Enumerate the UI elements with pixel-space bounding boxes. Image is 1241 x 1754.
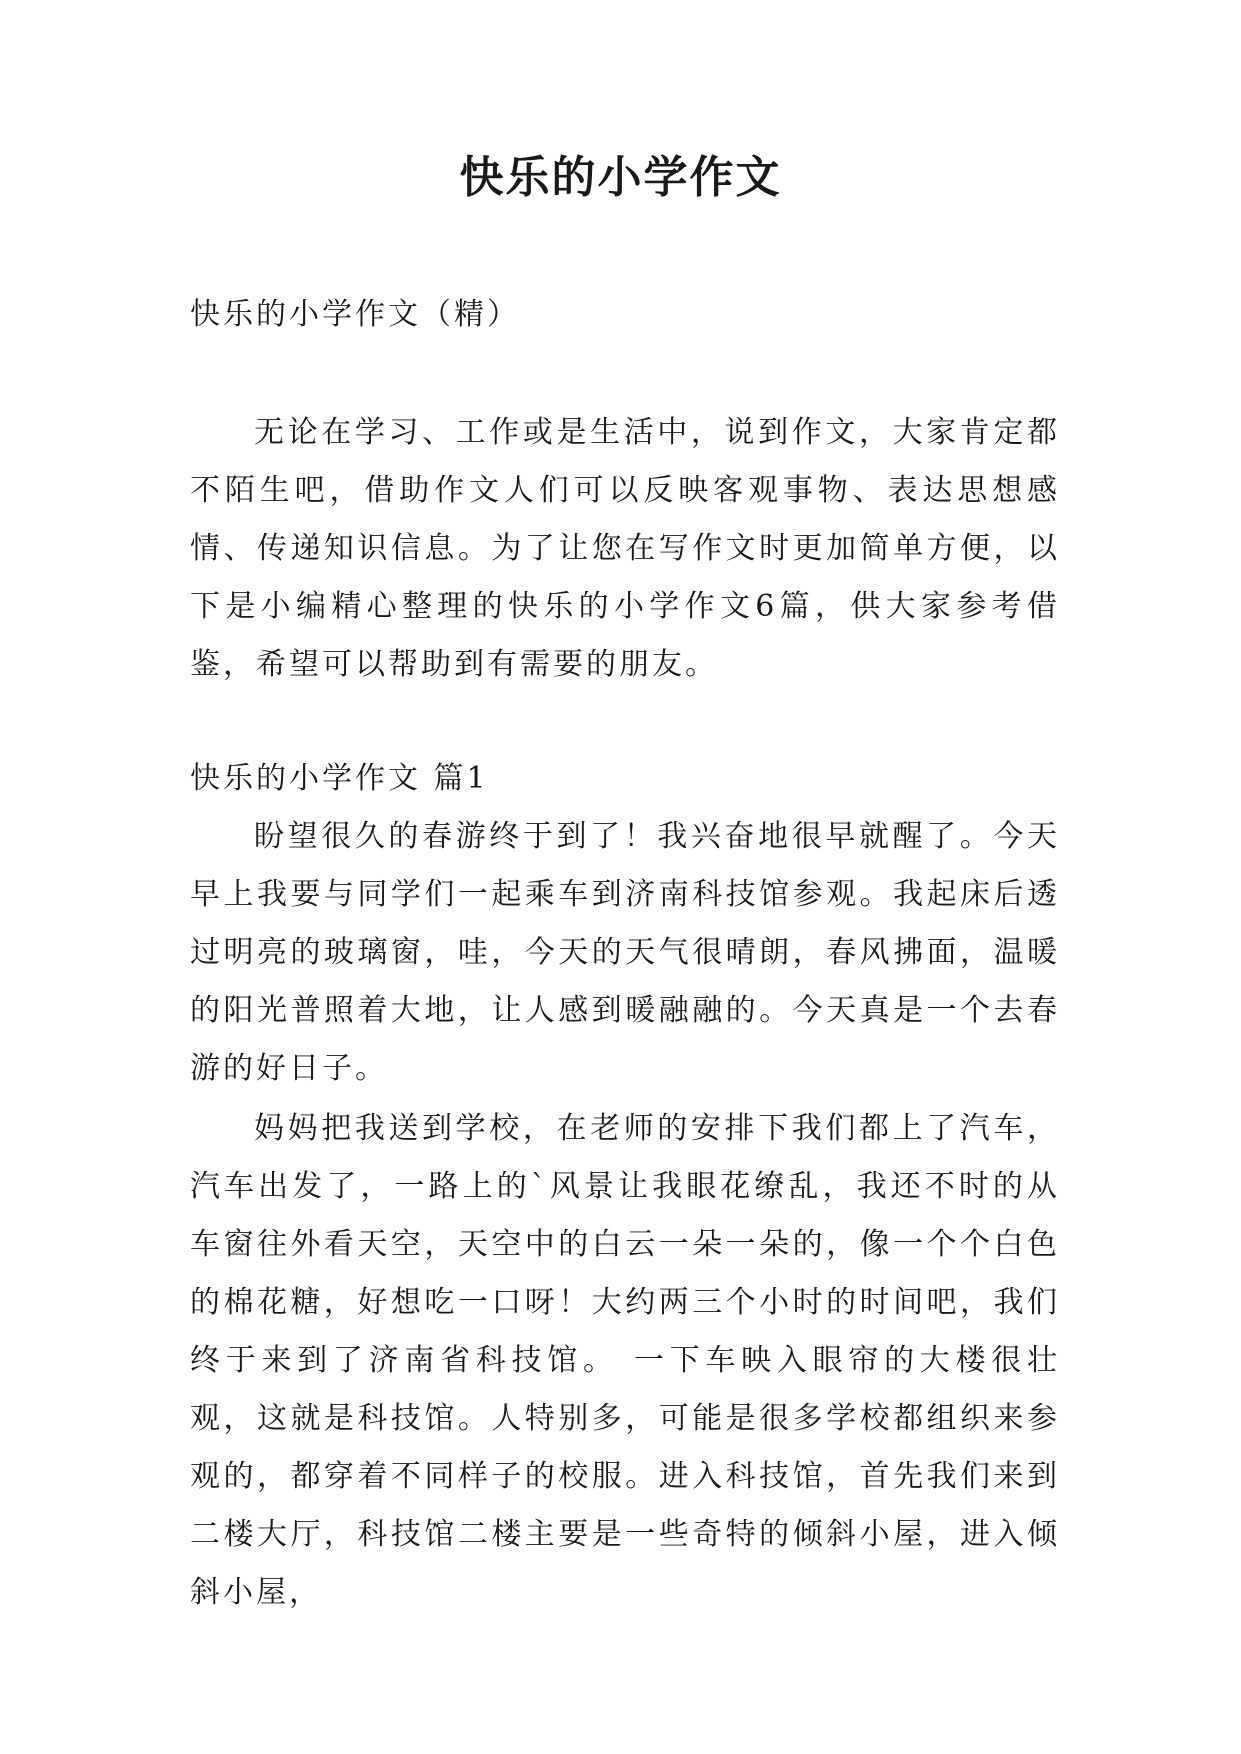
body-paragraph-1: 盼望很久的春游终于到了！我兴奋地很早就醒了。今天早上我要与同学们一起乘车到济南科技馆参观。我起床后透过明亮的玻璃窗，哇，今天的天气很晴朗，春风拂面，温暖的阳光普照着大地，让人感到暖融融的。今天真是一个去春游的好日子。 [190, 819, 1060, 1086]
document-title: 快乐的小学作文 [459, 152, 782, 203]
body-paragraph-2: 妈妈把我送到学校，在老师的安排下我们都上了汽车，汽车出发了，一路上的`风景让我眼花缭乱，我还不时的从车窗往外看天空，天空中的白云一朵一朵的，像一个个白色的棉花糖，好想吃一口呀！大约两三个小时的时间吧，我们终于来到了济南省科技馆。 一下车映入眼帘的大楼很壮观，这就是科技馆。人特别多，可能是很多学校都组织来参观的，都穿着不同样子的校服。进入科技馆，首先我们来到二楼大厅，科技馆二楼主要是一些奇特的倾斜小屋，进入倾斜小屋， [190, 1111, 1060, 1610]
document-subtitle: 快乐的小学作文（精） [190, 297, 520, 332]
intro-paragraph: 无论在学习、工作或是生活中，说到作文，大家肯定都不陌生吧，借助作文人们可以反映客观事物、表达思想感情、传递知识信息。为了让您在写作文时更加简单方便，以下是小编精心整理的快乐的小学作文6篇，供大家参考借鉴，希望可以帮助到有需要的朋友。 [190, 415, 1060, 682]
section-heading: 快乐的小学作文 篇1 [190, 761, 489, 796]
